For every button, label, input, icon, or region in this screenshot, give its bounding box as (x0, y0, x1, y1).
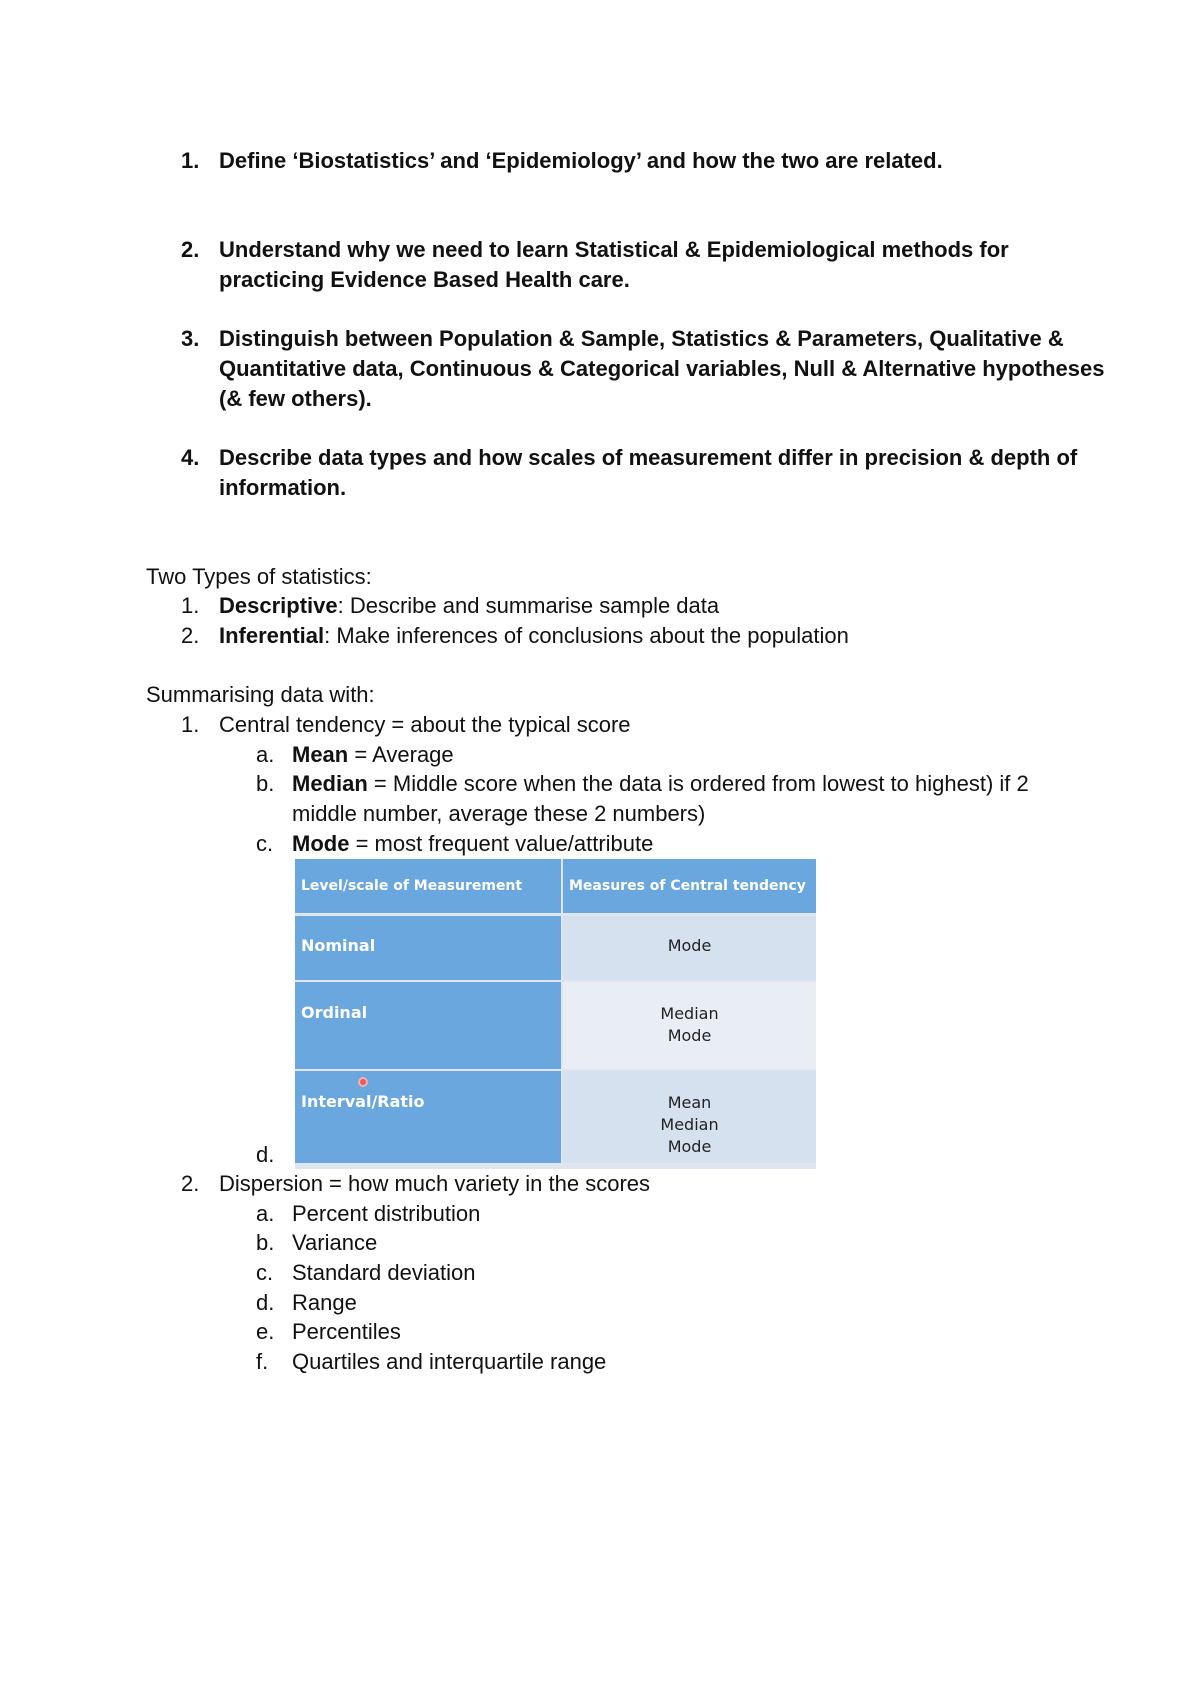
table-header-level: Level/scale of Measurement (295, 859, 561, 913)
table-measures-nominal: Mode (563, 916, 816, 980)
table-level-nominal: Nominal (295, 916, 561, 980)
summarising-heading: Summarising data with: (146, 682, 375, 707)
table-header-measures: Measures of Central tendency (563, 859, 816, 913)
table-level-interval-ratio: Interval/Ratio (295, 1071, 561, 1163)
table-level-ordinal: Ordinal (295, 982, 561, 1069)
types-heading: Two Types of statistics: (146, 564, 372, 589)
table-measures-interval-ratio: Mean Median Mode (563, 1071, 816, 1163)
table-measures-ordinal: Median Mode (563, 982, 816, 1069)
pointer-dot-icon (358, 1077, 368, 1087)
central-tendency-table (295, 859, 816, 1169)
